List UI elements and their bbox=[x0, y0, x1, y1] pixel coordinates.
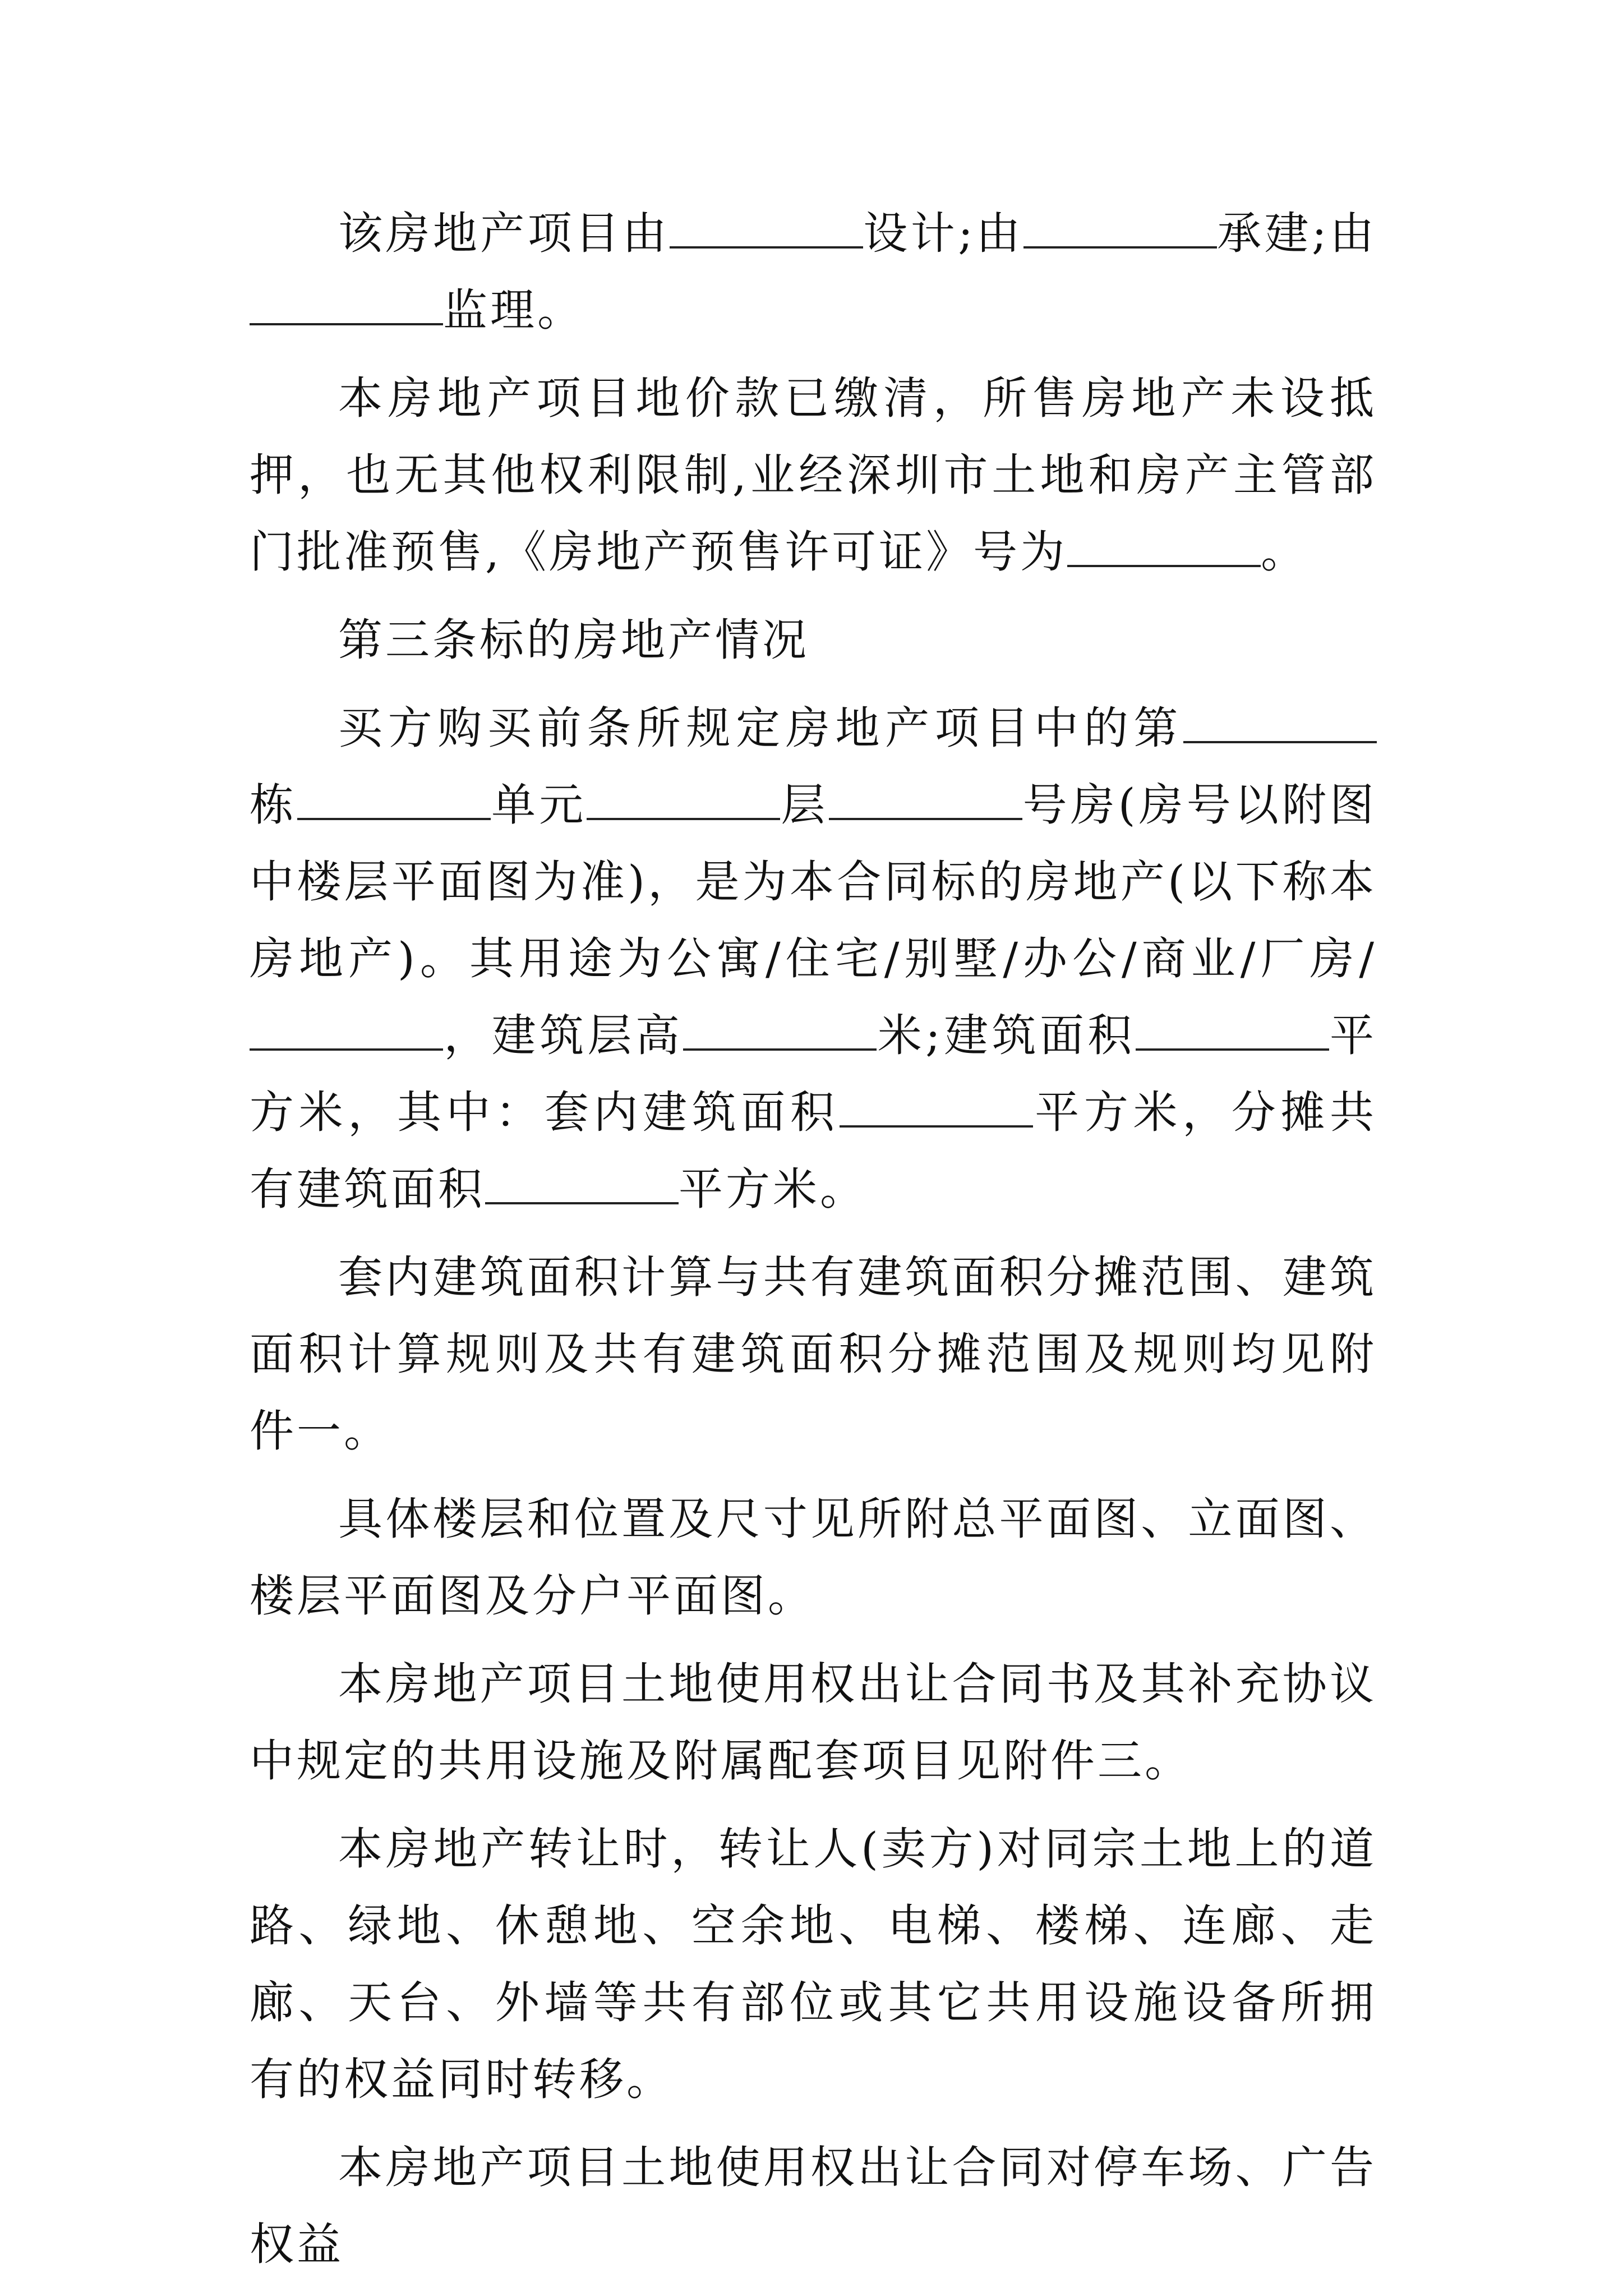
text-segment: 设计;由 bbox=[863, 208, 1023, 259]
fill-in-blank bbox=[250, 289, 443, 325]
text-segment: 平方米，其中：套内建筑面积 bbox=[250, 1010, 1377, 1138]
fill-in-blank bbox=[829, 784, 1022, 820]
text-segment: 具体楼层和位置及尺寸见所附总平面图、立面图、楼层平面图及分户平面图。 bbox=[250, 1493, 1377, 1622]
fill-in-blank bbox=[587, 784, 780, 820]
paragraph-p2 bbox=[250, 360, 1377, 591]
text-segment: 监理。 bbox=[443, 284, 584, 336]
text-segment: 栋 bbox=[250, 779, 298, 831]
text-segment: 套内建筑面积计算与共有建筑面积分摊范围、建筑面积计算规则及共有建筑面积分摊范围及规则均见附件一。 bbox=[250, 1251, 1377, 1457]
text-segment: 本房地产项目地价款已缴清，所售房地产未设抵押，也无其他权利限制,业经深圳市土地和房产主管部门批准预售,《房地产预售许可证》号为 bbox=[250, 372, 1377, 578]
document-body bbox=[250, 195, 1377, 2294]
text-segment: 第三条标的房地产情况 bbox=[338, 614, 809, 666]
fill-in-blank bbox=[1023, 213, 1217, 249]
text-segment: 该房地产项目由 bbox=[338, 208, 670, 259]
text-segment: 平方米，分摊共有建筑面积 bbox=[250, 1087, 1377, 1215]
text-segment: 层 bbox=[780, 779, 829, 831]
fill-in-blank bbox=[670, 213, 863, 249]
text-segment: ，建筑层高 bbox=[443, 1010, 684, 1061]
text-segment: 米;建筑面积 bbox=[877, 1010, 1136, 1061]
paragraph-p4 bbox=[250, 1239, 1377, 1470]
text-segment: 。 bbox=[1261, 526, 1308, 578]
section-heading bbox=[250, 602, 1377, 679]
paragraph-p3 bbox=[250, 690, 1377, 1228]
fill-in-blank bbox=[1067, 531, 1261, 567]
fill-in-blank bbox=[683, 1015, 877, 1051]
paragraph-p7 bbox=[250, 1811, 1377, 2118]
text-segment: 本房地产转让时，转让人(卖方)对同宗土地上的道路、绿地、休憩地、空余地、电梯、楼梯、连廊、走廊、天台、外墙等共有部位或其它共用设施设备所拥有的权益同时转移。 bbox=[250, 1823, 1377, 2105]
fill-in-blank bbox=[840, 1092, 1033, 1128]
paragraph-p6 bbox=[250, 1646, 1377, 1800]
fill-in-blank bbox=[1183, 707, 1377, 743]
text-segment: 买方购买前条所规定房地产项目中的第 bbox=[338, 702, 1183, 754]
paragraph-p8 bbox=[250, 2129, 1377, 2283]
text-segment: 本房地产项目土地使用权出让合同书及其补充协议中规定的共用设施及附属配套项目见附件三。 bbox=[250, 1658, 1377, 1787]
fill-in-blank bbox=[485, 1168, 679, 1204]
text-segment: 承建;由 bbox=[1216, 208, 1377, 259]
paragraph-p5 bbox=[250, 1481, 1377, 1635]
text-segment: 平方米。 bbox=[679, 1163, 867, 1215]
text-segment: 单元 bbox=[491, 779, 587, 831]
fill-in-blank bbox=[1136, 1015, 1329, 1051]
paragraph-p1 bbox=[250, 195, 1377, 349]
text-segment: 本房地产项目土地使用权出让合同对停车场、广告权益 bbox=[250, 2142, 1377, 2270]
text-segment: 号房(房号以附图中楼层平面图为准)，是为本合同标的房地产(以下称本房地产)。其用途为公寓/住宅/别墅/办公/商业/厂房/ bbox=[250, 779, 1377, 984]
fill-in-blank bbox=[250, 1015, 443, 1051]
fill-in-blank bbox=[297, 784, 491, 820]
